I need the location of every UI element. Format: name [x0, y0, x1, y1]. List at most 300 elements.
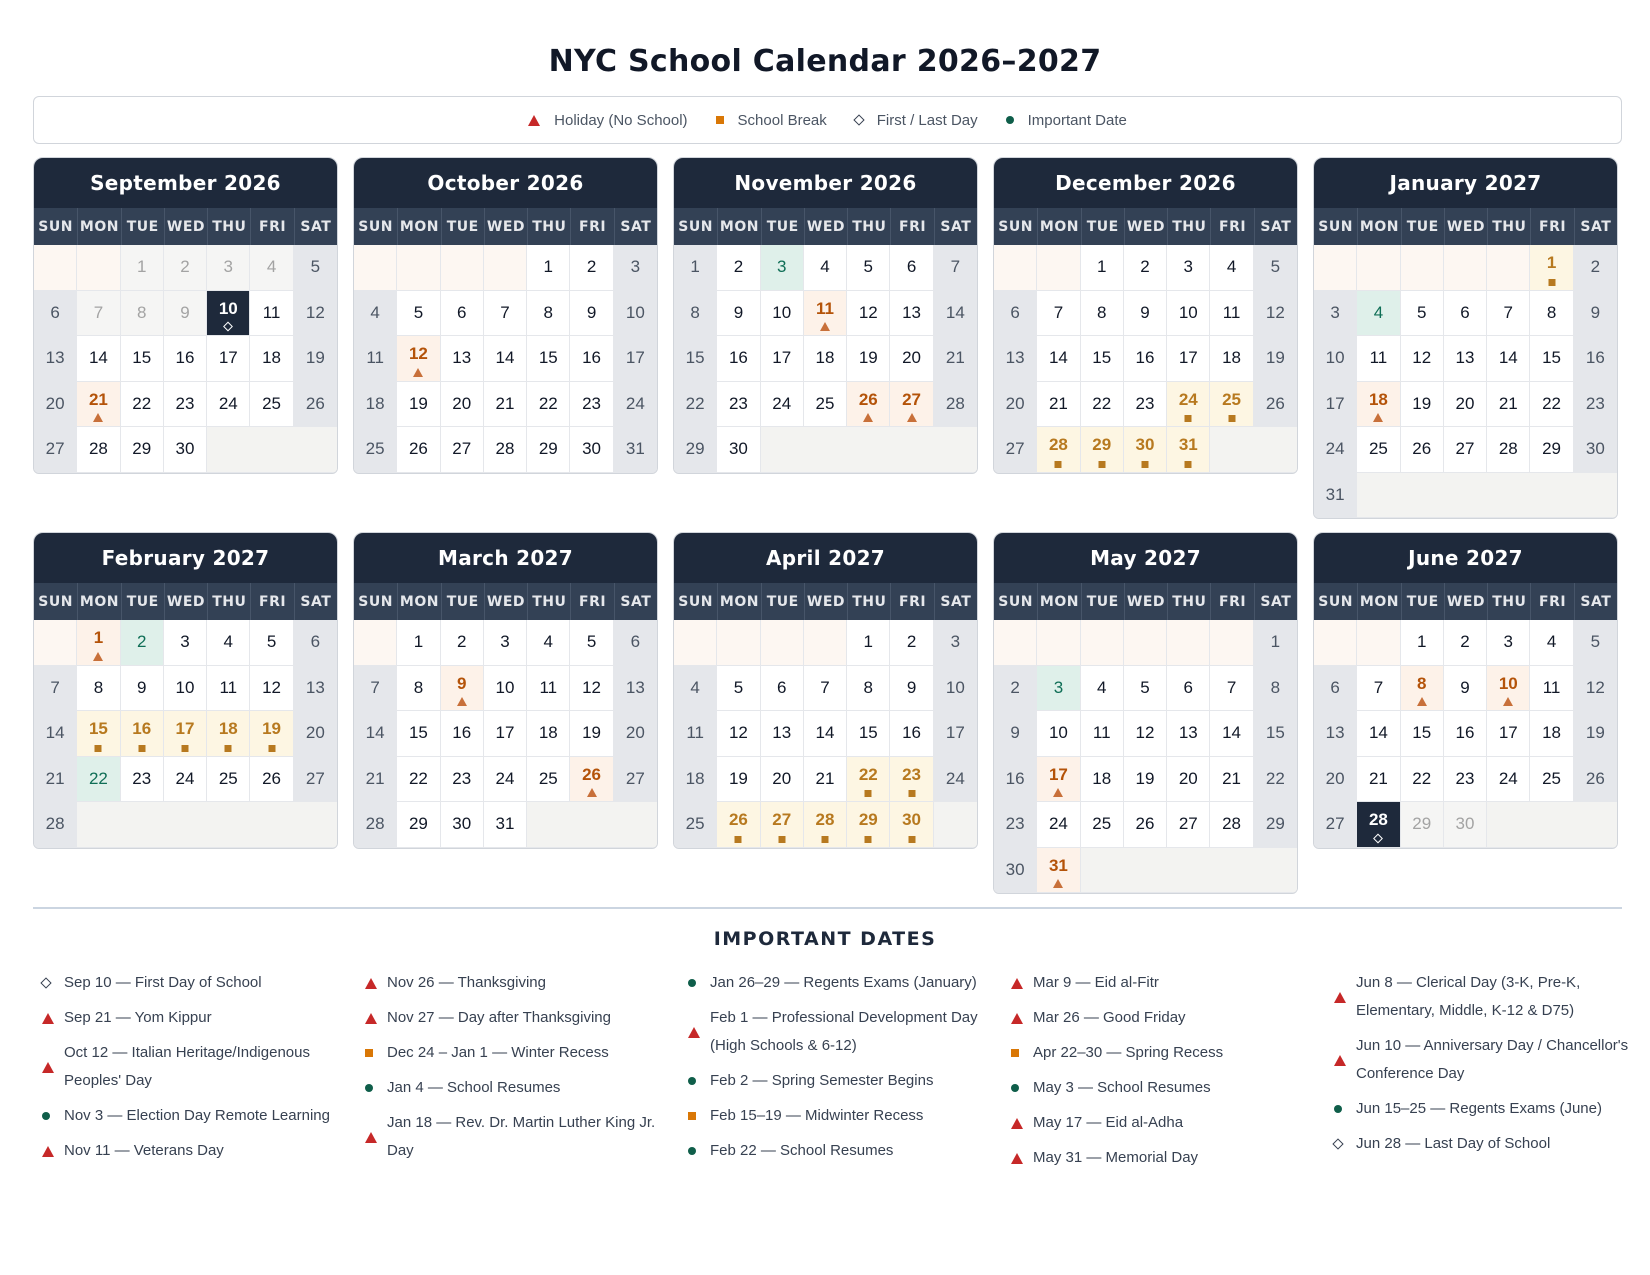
- day-cell: [1574, 427, 1617, 473]
- month-calendar: [673, 532, 978, 849]
- day-cell: [994, 382, 1037, 428]
- important-date-text: Feb 15–19 — Midwinter Recess: [710, 1107, 924, 1124]
- day-number: 15: [1092, 348, 1112, 368]
- square-icon: [908, 790, 915, 797]
- day-number: 5: [413, 302, 424, 322]
- day-cell: [250, 245, 293, 291]
- empty-cell: [527, 802, 570, 848]
- day-number: 28: [88, 439, 108, 459]
- day-number: 11: [366, 348, 384, 368]
- legend-label: Holiday (No School): [554, 111, 688, 129]
- day-cell: [804, 757, 847, 803]
- triangle-icon: [1011, 1118, 1023, 1129]
- empty-cell: [1401, 473, 1444, 519]
- day-number: 2: [180, 257, 190, 277]
- day-number: 14: [365, 723, 385, 743]
- day-number: 7: [950, 257, 961, 277]
- day-cell: [527, 382, 570, 428]
- day-number: 7: [93, 302, 104, 322]
- day-cell: [77, 291, 120, 337]
- day-number: 8: [136, 302, 147, 322]
- day-cell: [1314, 711, 1357, 757]
- day-cell: [1401, 336, 1444, 382]
- day-cell: [847, 620, 890, 666]
- day-cell: [1574, 245, 1617, 291]
- day-number: 1: [1096, 257, 1107, 277]
- weekday-label: TUE: [1401, 208, 1444, 245]
- weekday-label: TUE: [1081, 208, 1124, 245]
- day-number: 10: [1178, 302, 1198, 322]
- month-calendar: [33, 532, 338, 849]
- important-date-entry: [1330, 1032, 1630, 1088]
- day-number: 11: [686, 723, 704, 743]
- empty-cell: [1357, 620, 1400, 666]
- page-title: NYC School Calendar 2026–2027: [548, 44, 1102, 79]
- day-cell: [294, 382, 337, 428]
- triangle-icon: [93, 652, 103, 661]
- day-number: 20: [452, 393, 472, 413]
- day-cell: [847, 245, 890, 291]
- day-number: 6: [456, 302, 467, 322]
- empty-cell: [570, 802, 613, 848]
- empty-cell: [1314, 620, 1357, 666]
- weekday-label: MON: [1357, 583, 1400, 620]
- day-cell: [34, 291, 77, 337]
- day-number: 11: [539, 677, 558, 697]
- weekday-label: WED: [484, 208, 527, 245]
- important-date-text: Jun 28 — Last Day of School: [1356, 1135, 1551, 1152]
- month-title: April 2027: [674, 533, 977, 583]
- triangle-icon: [1011, 1153, 1023, 1164]
- day-cell: [397, 620, 440, 666]
- day-number: 15: [132, 348, 152, 368]
- weekday-label: THU: [527, 583, 570, 620]
- legend: [33, 96, 1622, 144]
- day-cell: [397, 666, 440, 712]
- day-number: 12: [1585, 677, 1605, 697]
- day-cell: [1444, 427, 1487, 473]
- day-number: 19: [1265, 348, 1285, 368]
- day-number: 3: [180, 632, 190, 652]
- weekday-header: [674, 208, 977, 245]
- day-number: 9: [456, 673, 467, 693]
- weekday-label: WED: [1444, 583, 1487, 620]
- day-cell: [207, 336, 250, 382]
- dot-icon: [688, 1147, 696, 1155]
- day-number: 5: [1270, 257, 1281, 277]
- day-cell: [1530, 382, 1573, 428]
- day-cell: [934, 382, 977, 428]
- weekday-label: THU: [847, 208, 890, 245]
- day-cell: [570, 245, 613, 291]
- day-number: 20: [1005, 393, 1025, 413]
- important-date-text: Dec 24 – Jan 1 — Winter Recess: [387, 1044, 609, 1061]
- day-cell: [1314, 427, 1357, 473]
- day-cell: [570, 620, 613, 666]
- weekday-label: SAT: [294, 208, 337, 245]
- day-cell: [1487, 291, 1530, 337]
- day-cell: [1574, 757, 1617, 803]
- day-grid: [34, 620, 337, 848]
- square-icon: [688, 1112, 696, 1120]
- dot-icon: [42, 1112, 50, 1120]
- day-cell: [1081, 245, 1124, 291]
- empty-cell: [1081, 620, 1124, 666]
- day-cell: [77, 382, 120, 428]
- weekday-label: SAT: [1254, 583, 1297, 620]
- day-cell: [570, 757, 613, 803]
- important-date-entry: [1007, 1039, 1307, 1067]
- day-number: 24: [772, 393, 792, 413]
- day-number: 22: [538, 393, 558, 413]
- day-cell: [1124, 291, 1167, 337]
- day-number: 28: [495, 439, 515, 459]
- important-date-text: Jan 18 — Rev. Dr. Martin Luther King Jr. Day: [387, 1114, 656, 1159]
- day-number: 25: [262, 393, 282, 413]
- day-number: 13: [1325, 723, 1345, 743]
- day-cell: [890, 245, 933, 291]
- day-cell: [761, 245, 804, 291]
- weekday-header: [994, 208, 1297, 245]
- day-cell: [1037, 666, 1080, 712]
- day-cell: [34, 336, 77, 382]
- empty-cell: [1167, 848, 1210, 894]
- weekday-label: FRI: [890, 208, 933, 245]
- empty-cell: [804, 427, 847, 473]
- empty-cell: [1444, 473, 1487, 519]
- triangle-icon: [907, 413, 917, 422]
- day-number: 28: [945, 393, 965, 413]
- month-title: January 2027: [1314, 158, 1617, 208]
- day-cell: [1210, 711, 1253, 757]
- day-number: 25: [538, 768, 558, 788]
- day-number: 18: [1368, 389, 1388, 409]
- day-number: 19: [858, 348, 878, 368]
- day-cell: [1444, 291, 1487, 337]
- day-number: 29: [1092, 435, 1112, 455]
- weekday-header: [994, 583, 1297, 620]
- day-cell: [890, 336, 933, 382]
- square-icon: [821, 836, 828, 843]
- day-cell: [1167, 666, 1210, 712]
- day-number: 5: [863, 257, 874, 277]
- dot-icon: [688, 979, 696, 987]
- square-icon: [865, 836, 872, 843]
- day-cell: [1037, 382, 1080, 428]
- day-number: 19: [1135, 768, 1155, 788]
- square-icon: [735, 836, 742, 843]
- day-cell: [570, 291, 613, 337]
- day-number: 25: [685, 814, 705, 834]
- day-cell: [484, 336, 527, 382]
- weekday-label: SUN: [1318, 593, 1353, 610]
- legend-item-break: [716, 112, 827, 129]
- day-number: 7: [370, 677, 380, 697]
- weekday-label: SUN: [358, 593, 393, 610]
- important-date-entry: [1007, 1144, 1307, 1172]
- empty-cell: [354, 620, 397, 666]
- day-grid: [674, 620, 977, 848]
- important-date-text: Feb 2 — Spring Semester Begins: [710, 1072, 934, 1089]
- day-number: 23: [1455, 768, 1475, 788]
- day-number: 2: [1140, 257, 1150, 277]
- day-number: 16: [175, 348, 195, 368]
- day-number: 28: [45, 814, 65, 834]
- day-number: 17: [945, 723, 965, 743]
- day-cell: [354, 666, 397, 712]
- triangle-icon: [1011, 1013, 1023, 1024]
- day-number: 17: [495, 723, 515, 743]
- day-number: 4: [820, 257, 830, 277]
- important-date-entry: [38, 1137, 338, 1165]
- day-number: 20: [772, 768, 792, 788]
- day-cell: [934, 757, 977, 803]
- day-number: 26: [858, 389, 878, 409]
- day-number: 30: [452, 814, 472, 834]
- day-cell: [484, 711, 527, 757]
- day-cell: [1574, 382, 1617, 428]
- day-cell: [441, 620, 484, 666]
- day-cell: [674, 291, 717, 337]
- triangle-icon: [1503, 697, 1513, 706]
- day-number: 9: [1010, 723, 1020, 743]
- day-cell: [804, 802, 847, 848]
- triangle-icon: [1334, 1055, 1346, 1066]
- empty-cell: [1530, 473, 1573, 519]
- day-cell: [1444, 802, 1487, 848]
- weekday-label: THU: [847, 583, 890, 620]
- day-cell: [1401, 666, 1444, 712]
- day-number: 7: [1226, 677, 1237, 697]
- day-number: 30: [582, 439, 602, 459]
- day-number: 25: [815, 393, 835, 413]
- square-icon: [138, 745, 145, 752]
- day-number: 28: [1368, 810, 1388, 830]
- day-number: 24: [1048, 814, 1068, 834]
- weekday-label: MON: [1037, 208, 1080, 245]
- dot-icon: [1334, 1105, 1342, 1113]
- empty-cell: [1574, 802, 1617, 848]
- day-number: 18: [365, 393, 385, 413]
- important-date-text: Jun 10 — Anniversary Day / Chancellor's Conference Day: [1356, 1037, 1629, 1082]
- day-cell: [527, 620, 570, 666]
- weekday-header: [354, 208, 657, 245]
- weekday-label: FRI: [890, 583, 933, 620]
- day-cell: [934, 711, 977, 757]
- day-grid: [34, 245, 337, 473]
- diamond-icon: [223, 322, 233, 332]
- day-number: 1: [93, 628, 104, 648]
- day-number: 21: [88, 389, 108, 409]
- day-cell: [614, 757, 657, 803]
- divider: [33, 907, 1622, 909]
- day-number: 21: [1048, 393, 1068, 413]
- important-date-entry: [1007, 1074, 1307, 1102]
- weekday-label: SAT: [1574, 583, 1617, 620]
- month-title: February 2027: [34, 533, 337, 583]
- day-cell: [1124, 245, 1167, 291]
- day-cell: [1530, 711, 1573, 757]
- day-number: 8: [1096, 302, 1107, 322]
- empty-cell: [890, 427, 933, 473]
- day-number: 10: [945, 677, 965, 697]
- triangle-icon: [820, 322, 830, 331]
- day-cell: [164, 620, 207, 666]
- weekday-label: SUN: [38, 218, 73, 235]
- day-cell: [164, 291, 207, 337]
- day-cell: [164, 666, 207, 712]
- day-cell: [1444, 620, 1487, 666]
- important-date-text: Jan 26–29 — Regents Exams (January): [710, 974, 977, 991]
- day-cell: [674, 711, 717, 757]
- important-date-entry: [684, 1102, 984, 1130]
- day-cell: [441, 291, 484, 337]
- day-number: 5: [1416, 302, 1427, 322]
- day-number: 18: [815, 348, 835, 368]
- day-number: 26: [582, 764, 602, 784]
- day-cell: [484, 427, 527, 473]
- day-cell: [570, 382, 613, 428]
- day-cell: [1124, 336, 1167, 382]
- day-number: 30: [728, 439, 748, 459]
- day-number: 5: [586, 632, 597, 652]
- day-number: 10: [1498, 673, 1518, 693]
- day-number: 7: [1503, 302, 1514, 322]
- day-number: 11: [816, 298, 834, 318]
- important-date-text: Nov 3 — Election Day Remote Learning: [64, 1107, 330, 1124]
- day-number: 29: [1542, 439, 1562, 459]
- day-number: 12: [858, 302, 878, 322]
- day-number: 20: [305, 723, 325, 743]
- important-dates-column: [38, 969, 338, 1172]
- day-number: 19: [305, 348, 325, 368]
- day-cell: [1401, 757, 1444, 803]
- day-cell: [1254, 336, 1297, 382]
- empty-cell: [250, 427, 293, 473]
- day-cell: [1357, 382, 1400, 428]
- day-number: 8: [863, 677, 874, 697]
- day-number: 4: [1373, 302, 1384, 322]
- weekday-label: WED: [804, 583, 847, 620]
- empty-cell: [847, 427, 890, 473]
- day-number: 29: [408, 814, 428, 834]
- weekday-label: TUE: [121, 583, 164, 620]
- empty-cell: [1530, 802, 1573, 848]
- day-number: 16: [728, 348, 748, 368]
- day-cell: [674, 427, 717, 473]
- month-calendar: [673, 157, 978, 474]
- weekday-label: SUN: [998, 593, 1033, 610]
- weekday-label: WED: [484, 583, 527, 620]
- day-cell: [1254, 666, 1297, 712]
- triangle-icon: [587, 788, 597, 797]
- day-cell: [674, 245, 717, 291]
- important-date-text: Mar 9 — Eid al-Fitr: [1033, 974, 1159, 991]
- day-number: 24: [1178, 389, 1198, 409]
- day-cell: [441, 757, 484, 803]
- day-cell: [717, 382, 760, 428]
- day-cell: [34, 382, 77, 428]
- empty-cell: [34, 620, 77, 666]
- day-cell: [1124, 666, 1167, 712]
- day-cell: [934, 291, 977, 337]
- day-number: 9: [586, 302, 597, 322]
- important-date-text: May 3 — School Resumes: [1033, 1079, 1211, 1096]
- day-cell: [1487, 666, 1530, 712]
- day-cell: [1444, 666, 1487, 712]
- day-number: 20: [1325, 768, 1345, 788]
- day-cell: [441, 711, 484, 757]
- day-cell: [717, 666, 760, 712]
- important-date-text: Nov 11 — Veterans Day: [64, 1142, 224, 1159]
- weekday-label: MON: [397, 208, 440, 245]
- square-icon: [1011, 1049, 1019, 1057]
- square-icon: [908, 836, 915, 843]
- day-cell: [121, 382, 164, 428]
- triangle-icon: [1053, 788, 1063, 797]
- day-number: 25: [1222, 389, 1242, 409]
- month-title: June 2027: [1314, 533, 1617, 583]
- day-number: 13: [305, 677, 325, 697]
- day-number: 23: [582, 393, 602, 413]
- weekday-label: WED: [1124, 583, 1167, 620]
- day-cell: [1037, 848, 1080, 894]
- day-cell: [994, 711, 1037, 757]
- day-cell: [1487, 620, 1530, 666]
- important-date-entry: [38, 1102, 338, 1130]
- day-cell: [484, 666, 527, 712]
- day-cell: [1314, 473, 1357, 519]
- day-cell: [1167, 427, 1210, 473]
- day-cell: [354, 427, 397, 473]
- day-number: 17: [175, 719, 195, 739]
- day-number: 19: [1585, 723, 1605, 743]
- empty-cell: [804, 620, 847, 666]
- day-cell: [1574, 620, 1617, 666]
- day-cell: [1444, 336, 1487, 382]
- day-cell: [717, 245, 760, 291]
- triangle-icon: [1417, 697, 1427, 706]
- weekday-label: SAT: [1574, 208, 1617, 245]
- day-cell: [614, 245, 657, 291]
- empty-cell: [164, 802, 207, 848]
- day-cell: [441, 666, 484, 712]
- day-cell: [1487, 427, 1530, 473]
- empty-cell: [77, 245, 120, 291]
- day-cell: [804, 382, 847, 428]
- day-number: 12: [1265, 302, 1285, 322]
- empty-cell: [1357, 245, 1400, 291]
- day-cell: [294, 245, 337, 291]
- day-cell: [207, 711, 250, 757]
- day-cell: [1357, 291, 1400, 337]
- empty-cell: [1574, 473, 1617, 519]
- day-number: 30: [1005, 859, 1025, 879]
- day-number: 23: [175, 393, 195, 413]
- empty-cell: [207, 427, 250, 473]
- weekday-label: SAT: [934, 583, 977, 620]
- day-cell: [570, 336, 613, 382]
- day-number: 2: [1590, 257, 1601, 277]
- empty-cell: [1081, 848, 1124, 894]
- day-grid: [354, 620, 657, 848]
- day-number: 8: [1416, 673, 1427, 693]
- day-cell: [614, 382, 657, 428]
- weekday-label: THU: [1167, 583, 1210, 620]
- day-cell: [1167, 291, 1210, 337]
- day-cell: [354, 336, 397, 382]
- day-number: 15: [538, 348, 558, 368]
